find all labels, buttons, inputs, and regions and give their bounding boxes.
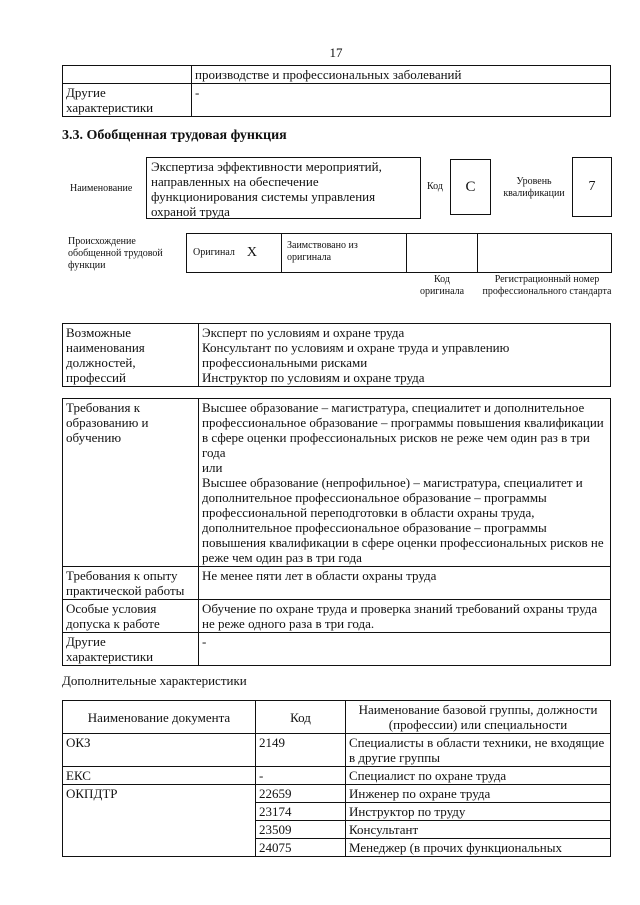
code-box [450,159,491,215]
experience-value: Не менее пяти лет в области охраны труда [199,567,611,600]
borrowed-cell [281,233,407,273]
borrowed-label: Заимствовано из оригинала [287,240,358,263]
row-code: 22659 [256,785,346,803]
other-label: Другие характеристики [63,633,199,666]
function-name-box [146,157,421,219]
row-name: Менеджер (в прочих функциональных [346,839,611,857]
origin-label: Происхождение обобщенной трудовой функции [68,236,163,271]
header-group-name: Наименование базовой группы, должности (профессии) или специальности [346,701,611,734]
position-item: Эксперт по условиям и охране труда [202,325,405,340]
additional-title: Дополнительные характеристики [62,673,247,688]
row-name: Инструктор по труду [346,803,611,821]
reg-number-cell [477,233,612,273]
row-name: Специалист по охране труда [346,767,611,785]
education-label: Требования к образованию и обучению [63,399,199,567]
code-label: Код [427,181,443,192]
row-name: Специалисты в области техники, не входящие в другие группы [346,734,611,767]
admission-value: Обучение по охране труда и проверка знаний требований охраны труда не реже одного раза в три года. [199,600,611,633]
level-box [572,157,612,217]
row-doc: ЕКС [63,767,256,785]
row-name: Инженер по охране труда [346,785,611,803]
positions-list [199,324,611,387]
top-table-empty-cell [63,66,192,84]
row-code: 2149 [256,734,346,767]
row-code: 23174 [256,803,346,821]
code-value: C [465,178,476,195]
code-original-cell [406,233,478,273]
original-cell [186,233,282,273]
name-label: Наименование [70,183,133,194]
original-mark: X [246,245,258,260]
top-table-row1-value: производстве и профессиональных заболеваний [192,66,611,84]
reg-number-label: Регистрационный номер профессионального стандарта [482,274,612,297]
positions-table [62,323,611,387]
section-title: 3.3. Обобщенная трудовая функция [62,128,287,143]
positions-label: Возможные наименования должностей, профессий [63,324,199,387]
experience-label: Требования к опыту практической работы [63,567,199,600]
position-item: Консультант по условиям и охране труда и управлению профессиональными рисками [202,340,510,370]
requirements-table [62,398,611,666]
row-doc: ОКЗ [63,734,256,767]
function-name-value: Экспертиза эффективности мероприятий, направленных на обеспечение функционирования системы управления охраной труда [151,159,382,219]
row-code: 24075 [256,839,346,857]
row-code: 23509 [256,821,346,839]
row-name: Консультант [346,821,611,839]
row-code: - [256,767,346,785]
header-code: Код [256,701,346,734]
top-table-row2-label: Другие характеристики [63,84,192,117]
level-value: 7 [588,179,596,194]
other-value: - [199,633,611,666]
code-original-label: Код оригинала [419,274,465,297]
row-doc: ОКПДТР [63,785,256,857]
header-document: Наименование документа [63,701,256,734]
level-label: Уровень квалификации [503,176,565,199]
position-item: Инструктор по условиям и охране труда [202,370,425,385]
top-table [62,65,611,117]
admission-label: Особые условия допуска к работе [63,600,199,633]
original-label: Оригинал [193,247,235,258]
education-value: Высшее образование – магистратура, специалитет и дополнительное профессиональное образование – программы повышения квалификации в сфере оценки профессиональных рисков не реже чем один раз в три года или Высшее образование (непрофильное) – магистратура, специалитет и дополнительное профессиональное образование – программы профессиональной переподготовки в области охраны труда, дополнительное профессиональное образование – программы повышения квалификации в сфере оценки профессиональных рисков не реже чем один раз в три года [199,399,611,567]
top-table-row2-value: - [192,84,611,117]
page-number: 17 [329,45,343,60]
additional-table [62,700,611,857]
